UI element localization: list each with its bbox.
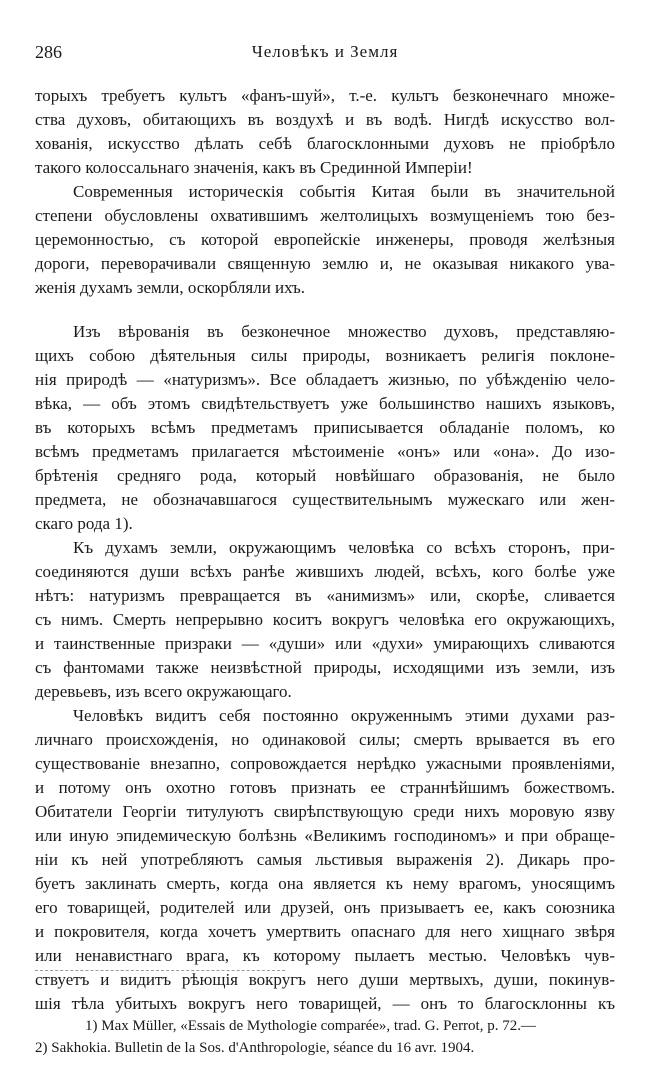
body-text — [35, 84, 615, 1016]
text-line: Человѣкъ видитъ себя постоянно окруженнымъ этими духами раз- — [73, 706, 615, 725]
text-line: вѣка, — объ этомъ свидѣтельствуетъ уже большинство нашихъ языковъ, — [35, 394, 615, 413]
text-line: брѣтенія средняго рода, который новѣйшаго образованія, не было — [35, 466, 615, 485]
text-line: и покровителя, когда хочетъ умертвить опаснаго для него хищнаго звѣря — [35, 922, 615, 941]
text-line: или иную эпидемическую болѣзнь «Великимъ господиномъ» и при обраще- — [35, 826, 615, 845]
text-line: съ фантомами также неизвѣстной природы, исходящими изъ земли, изъ — [35, 658, 615, 677]
running-title: Человѣкъ и Земля — [251, 42, 399, 61]
text-line: шія тѣла убитыхъ вокругъ него товарищей, — онъ то благосклонны къ — [35, 994, 615, 1013]
text-line: нѣтъ: натуризмъ превращается въ «анимизмъ» или, скорѣе, сливается — [35, 586, 615, 605]
text-line: щихъ собою дѣятельныя силы природы, возникаетъ религія поклоне- — [35, 346, 615, 365]
text-line: соединяются души всѣхъ ранѣе жившихъ людей, всѣхъ, кого болѣе уже — [35, 562, 615, 581]
text-line: ства духовъ, обитающихъ въ воздухѣ и въ водѣ. Нигдѣ искусство вол- — [35, 110, 615, 129]
text-line: въ которыхъ всѣмъ предметамъ приписывается обладаніе поломъ, ко — [35, 418, 615, 437]
text-line: Современныя историческія событія Китая были въ значительной — [73, 182, 615, 201]
page-number: 286 — [35, 42, 62, 62]
text-line: такого колоссальнаго значенія, какъ въ Срединной Имперіи! — [35, 158, 473, 177]
text-line: степени обусловлены охватившимъ желтолицыхъ возмущеніемъ тою без- — [35, 206, 615, 225]
text-line: ствуетъ и видитъ рѣющія вокругъ него души мертвыхъ, души, покинув- — [35, 970, 615, 989]
text-line: личнаго происхожденія, но одинаковой силы; смерть врывается въ его — [35, 730, 615, 749]
text-line: Обитатели Георгіи титулуютъ свирѣпствующую среди нихъ моровую язву — [35, 802, 615, 821]
section-gap — [35, 300, 615, 320]
text-line: или ненавистнаго врага, къ которому пылаетъ местью. Человѣкъ чув- — [35, 946, 615, 965]
text-line: скаго рода 1). — [35, 514, 133, 533]
text-line: его товарищей, родителей или друзей, онъ призываетъ ее, какъ союзника — [35, 898, 615, 917]
text-line: существованіе внезапно, сопровождается нерѣдко ужасными проявленіями, — [35, 754, 615, 773]
text-line: съ нимъ. Смерть непрерывно коситъ вокругъ человѣка его окружающихъ, — [35, 610, 615, 629]
footnotes — [35, 1015, 615, 1059]
text-line: ніи къ ней употребляютъ самыя льстивыя выраженія 2). Дикарь про- — [35, 850, 615, 869]
text-line: торыхъ требуетъ культъ «фанъ-шуй», т.-е. культъ безконечнаго множе- — [35, 86, 615, 105]
text-line: и потому онъ охотно готовъ признать ее страннѣйшимъ божествомъ. — [35, 778, 615, 797]
footnote: 1) Max Müller, «Essais de Mythologie comparée», trad. G. Perrot, p. 72.— — [85, 1018, 536, 1034]
footnote: 2) Sakhokia. Bulletin de la Sos. d'Anthropologie, séance du 16 avr. 1904. — [35, 1040, 475, 1056]
text-line: женія духамъ земли, оскорбляли ихъ. — [35, 278, 306, 297]
text-line: предмета, не обозначавшагося существительнымъ мужескаго или жен- — [35, 490, 615, 509]
text-line: Изъ вѣрованія въ безконечное множество духовъ, представляю- — [73, 322, 615, 341]
footnote-divider — [35, 970, 285, 971]
text-line: Къ духамъ земли, окружающимъ человѣка со всѣхъ сторонъ, при- — [73, 538, 615, 557]
text-line: нія природѣ — «натуризмъ». Все обладаетъ жизнью, по убѣжденію чело- — [35, 370, 615, 389]
text-line: дороги, переворачивали священную землю и, не оказывая никакого ува- — [35, 254, 615, 273]
text-line: хованія, искусство дѣлать себѣ благосклонными духовъ не пріобрѣло — [35, 134, 615, 153]
text-line: буетъ заклинать смерть, когда она является къ нему врагомъ, уносящимъ — [35, 874, 615, 893]
text-line: деревьевъ, изъ всего окружающаго. — [35, 682, 292, 701]
text-line: церемонностью, съ которой европейскіе инженеры, проводя желѣзныя — [35, 230, 615, 249]
text-line: и таинственные призраки — «души» или «духи» умирающихъ сливаются — [35, 634, 615, 653]
text-line: всѣмъ предметамъ прилагается мѣстоименіе «онъ» или «она». До изо- — [35, 442, 615, 461]
